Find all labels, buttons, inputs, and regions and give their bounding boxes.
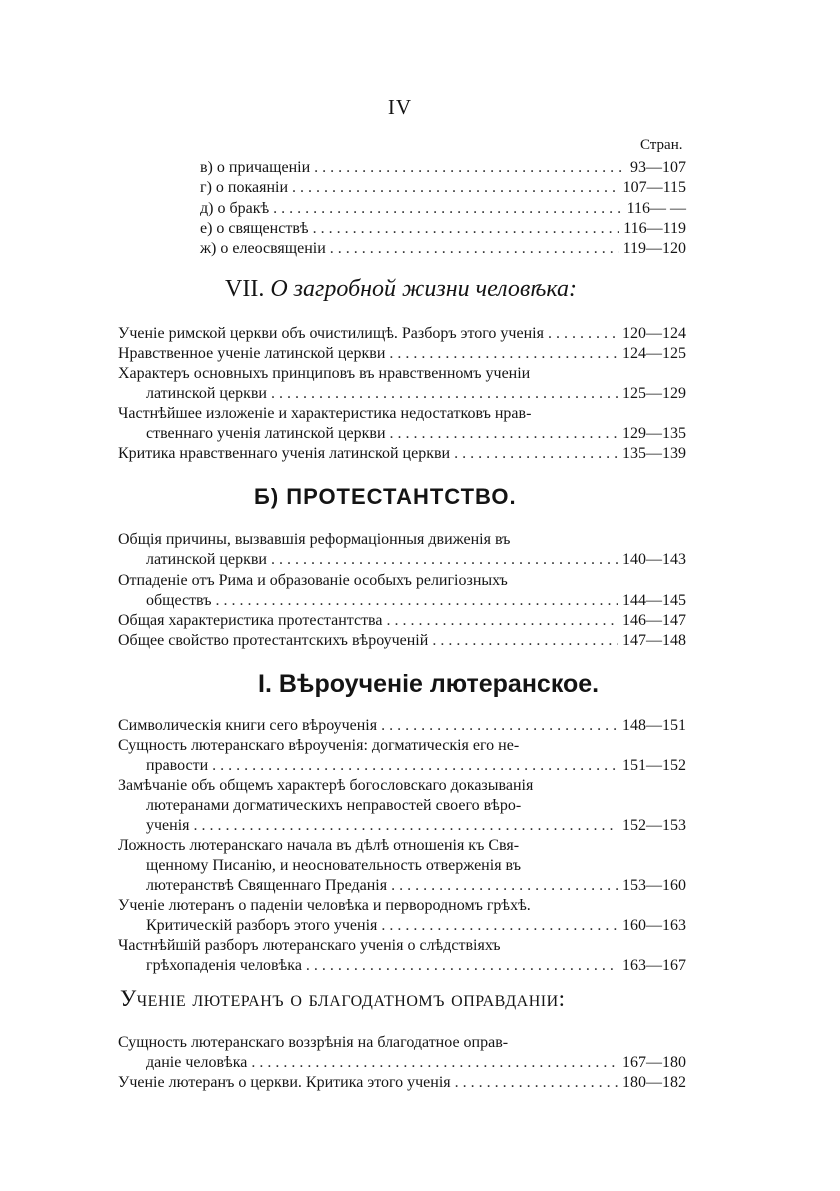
toc-entry — [200, 158, 686, 178]
toc-entry-title: ж) о елеосвященіи — [200, 240, 326, 257]
toc-entry-pages: 151—152 — [622, 757, 686, 774]
toc-entry — [200, 239, 686, 259]
toc-entry-first-line: Замѣчаніе объ общемъ характерѣ богословскаго доказыванія — [118, 777, 534, 794]
toc-entry-title: Критическій разборъ этого ученія — [146, 917, 378, 934]
toc-entry-first-line: Сущность лютеранскаго воззрѣнія на благодатное оправ- — [118, 1034, 509, 1051]
toc-entry-first-line: Общія причины, вызвавшія реформаціонныя движенія въ — [118, 531, 511, 548]
section-heading-justification — [120, 986, 566, 1012]
toc-entry-pages: 146—147 — [622, 612, 686, 629]
dot-leader — [271, 550, 618, 570]
toc-entry-title: Критика нравственнаго ученія латинской церкви — [118, 445, 451, 462]
toc-entry-title: грѣхопаденія человѣка — [146, 957, 302, 974]
dot-leader — [432, 631, 618, 651]
dot-leader — [330, 239, 619, 259]
toc-entry-first-line: Характеръ основныхъ принциповъ въ нравственномъ ученіи — [118, 365, 531, 382]
toc-entry-title: даніе человѣка — [146, 1054, 248, 1071]
dot-leader — [273, 199, 622, 219]
toc-entry-title: лютеранствѣ Священнаго Преданія — [146, 877, 388, 894]
dot-leader — [313, 219, 620, 239]
toc-entry-pages: 120—124 — [622, 325, 686, 342]
dot-leader — [389, 344, 618, 364]
dot-leader — [391, 876, 618, 896]
toc-entry-title: г) о покаяніи — [200, 179, 289, 196]
section-number: VII. — [225, 276, 265, 302]
toc-entry-title: Символическія книги сего вѣроученія — [118, 717, 378, 734]
toc-entry-pages: 152—153 — [622, 817, 686, 834]
toc-entry-second-line: щенному Писанію, и неосновательность отверженія въ — [146, 857, 521, 874]
dot-leader — [455, 1073, 618, 1093]
toc-entry-pages: 167—180 — [622, 1054, 686, 1071]
toc-entry-pages: 140—143 — [622, 551, 686, 568]
toc-entry — [146, 816, 686, 836]
toc-entry — [200, 178, 686, 198]
toc-entry-pages: 180—182 — [622, 1074, 686, 1091]
toc-entry-title: е) о священствѣ — [200, 220, 309, 237]
toc-entry-pages: 129—135 — [622, 425, 686, 442]
dot-leader — [314, 158, 626, 178]
toc-entry-pages: 125—129 — [622, 385, 686, 402]
toc-entry-title: латинской церкви — [146, 385, 267, 402]
page-number: IV — [387, 95, 413, 119]
toc-entry — [146, 756, 686, 776]
toc-entry — [146, 956, 686, 976]
toc-entry-pages: 93—107 — [630, 159, 686, 176]
dot-leader — [387, 611, 619, 631]
toc-entry — [146, 876, 686, 896]
page-column-header: Стран. — [640, 137, 683, 153]
toc-entry — [200, 219, 686, 239]
toc-entry-pages: 119—120 — [622, 240, 686, 257]
toc-entry-title: Ученіе лютеранъ о церкви. Критика этого ученія — [118, 1074, 451, 1091]
section-heading-lutheran: I. Вѣроученіе лютеранское. — [258, 670, 600, 698]
dot-leader — [454, 444, 618, 464]
toc-entry-title: обществъ — [146, 592, 212, 609]
toc-entry — [118, 324, 686, 344]
section-title: О загробной жизни человѣка: — [270, 276, 577, 302]
toc-entry-pages: 107—115 — [622, 179, 686, 196]
toc-entry-pages: 135—139 — [622, 445, 686, 462]
dot-leader — [194, 816, 618, 836]
toc-entry-pages: 116—119 — [623, 220, 686, 237]
toc-entry-first-line: Частнѣйшій разборъ лютеранскаго ученія о слѣдствіяхъ — [118, 937, 501, 954]
dot-leader — [306, 956, 618, 976]
toc-entry — [146, 916, 686, 936]
dot-leader — [390, 424, 618, 444]
toc-entry-second-line: лютеранами догматическихъ неправостей своего вѣро- — [146, 797, 522, 814]
dot-leader — [292, 178, 619, 198]
section-title: Ученіе лютеранъ о благодатномъ оправданіи: — [120, 986, 566, 1011]
toc-entry — [118, 1073, 686, 1093]
toc-entry-pages: 160—163 — [622, 917, 686, 934]
toc-entry-pages: 147—148 — [622, 632, 686, 649]
toc-entry — [146, 591, 686, 611]
toc-entry-title: Общая характеристика протестантства — [118, 612, 383, 629]
toc-entry-first-line: Частнѣйшее изложеніе и характеристика недостатковъ нрав- — [118, 405, 532, 422]
toc-entry-pages: 124—125 — [622, 345, 686, 362]
toc-entry — [118, 444, 686, 464]
toc-entry-first-line: Отпаденіе отъ Рима и образованіе особыхъ религіозныхъ — [118, 572, 508, 589]
toc-entry — [118, 344, 686, 364]
toc-entry-pages: 116— — — [626, 200, 686, 217]
toc-entry-pages: 144—145 — [622, 592, 686, 609]
toc-entry-first-line: Ученіе лютеранъ о паденіи человѣка и первородномъ грѣхѣ. — [118, 897, 531, 914]
dot-leader — [548, 324, 618, 344]
toc-entry-first-line: Ложность лютеранскаго начала въ дѣлѣ отношенія къ Свя- — [118, 837, 520, 854]
toc-entry — [118, 611, 686, 631]
section-heading-vii — [225, 276, 577, 303]
toc-entry-title: в) о причащеніи — [200, 159, 311, 176]
toc-entry-title: Ученіе римской церкви объ очистилищѣ. Разборъ этого ученія — [118, 325, 544, 342]
dot-leader — [381, 716, 618, 736]
toc-entry-title: Нравственное ученіе латинской церкви — [118, 345, 386, 362]
toc-entry — [146, 384, 686, 404]
dot-leader — [381, 916, 618, 936]
toc-entry — [200, 199, 686, 219]
section-heading-protestantism: Б) ПРОТЕСТАНТСТВО. — [254, 484, 517, 509]
toc-entry-title: правости — [146, 757, 209, 774]
toc-entry-title: ственнаго ученія латинской церкви — [146, 425, 386, 442]
toc-entry-title: Общее свойство протестантскихъ вѣроученій — [118, 632, 429, 649]
toc-entry — [146, 550, 686, 570]
toc-entry-title: д) о бракѣ — [200, 200, 270, 217]
dot-leader — [271, 384, 618, 404]
toc-entry — [146, 424, 686, 444]
dot-leader — [251, 1053, 618, 1073]
toc-entry — [118, 631, 686, 651]
toc-entry — [118, 716, 686, 736]
toc-entry-title: ученія — [146, 817, 190, 834]
toc-entry-pages: 153—160 — [622, 877, 686, 894]
dot-leader — [215, 591, 618, 611]
toc-entry-pages: 148—151 — [622, 717, 686, 734]
toc-entry-pages: 163—167 — [622, 957, 686, 974]
toc-entry-first-line: Сущность лютеранскаго вѣроученія: догматическія его не- — [118, 737, 520, 754]
toc-entry — [146, 1053, 686, 1073]
dot-leader — [212, 756, 618, 776]
toc-entry-title: латинской церкви — [146, 551, 267, 568]
